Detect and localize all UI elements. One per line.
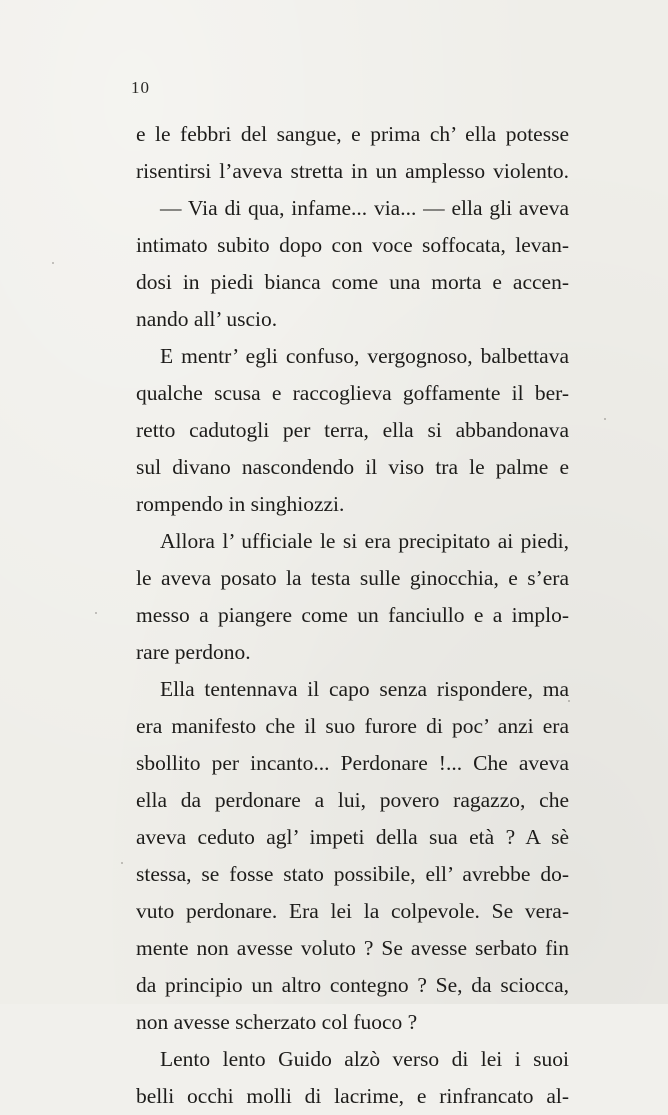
text-line: Lento lento Guido alzò verso di lei i suoi xyxy=(160,1047,569,1071)
text-line: aveva ceduto agl’ impeti della sua età ? A sè xyxy=(136,825,569,849)
text-line: non avesse scherzato col fuoco ? xyxy=(136,1010,418,1034)
text-line: intimato subito dopo con voce soffocata, levan- xyxy=(136,233,569,257)
text-line: qualche scusa e raccoglieva goffamente il ber- xyxy=(136,381,569,405)
text-line: dosi in piedi bianca come una morta e accen- xyxy=(136,270,569,294)
text-line: ella da perdonare a lui, povero ragazzo, che xyxy=(136,788,569,812)
text-line: era manifesto che il suo furore di poc’ anzi era xyxy=(136,714,569,738)
text-line: le aveva posato la testa sulle ginocchia, e s’era xyxy=(136,566,569,590)
text-line: rare perdono. xyxy=(136,640,251,664)
text-line: Allora l’ ufficiale le si era precipitato ai piedi, xyxy=(160,529,569,553)
text-line: retto cadutogli per terra, ella si abbandonava xyxy=(136,418,569,442)
paper-speck xyxy=(568,700,570,702)
text-line: sul divano nascondendo il viso tra le palme e xyxy=(136,455,569,479)
paper-speck xyxy=(95,612,97,614)
text-line: Ella tentennava il capo senza rispondere, ma xyxy=(160,677,569,701)
text-line: E mentr’ egli confuso, vergognoso, balbettava xyxy=(160,344,569,368)
text-line: nando all’ uscio. xyxy=(136,307,278,331)
paper-speck xyxy=(604,418,606,420)
text-line: stessa, se fosse stato possibile, ell’ avrebbe do- xyxy=(136,862,569,886)
text-line: risentirsi l’aveva stretta in un amplesso violento. xyxy=(136,159,569,183)
text-line: da principio un altro contegno ? Se, da sciocca, xyxy=(136,973,569,997)
paper-speck xyxy=(121,862,123,864)
page-number: 10 xyxy=(131,78,150,97)
body-text xyxy=(136,116,569,1115)
text-line: mente non avesse voluto ? Se avesse serbato fin xyxy=(136,936,569,960)
text-line: sbollito per incanto... Perdonare !... Che aveva xyxy=(136,751,569,775)
text-line: rompendo in singhiozzi. xyxy=(136,492,345,516)
text-line: messo a piangere come un fanciullo e a implo- xyxy=(136,603,569,627)
text-line: vuto perdonare. Era lei la colpevole. Se vera- xyxy=(136,899,569,923)
paper-speck xyxy=(52,262,54,264)
text-line: e le febbri del sangue, e prima ch’ ella potesse xyxy=(136,122,569,146)
text-line: belli occhi molli di lacrime, e rinfrancato al- xyxy=(136,1084,569,1108)
text-line: — Via di qua, infame... via... — ella gli aveva xyxy=(160,196,569,220)
